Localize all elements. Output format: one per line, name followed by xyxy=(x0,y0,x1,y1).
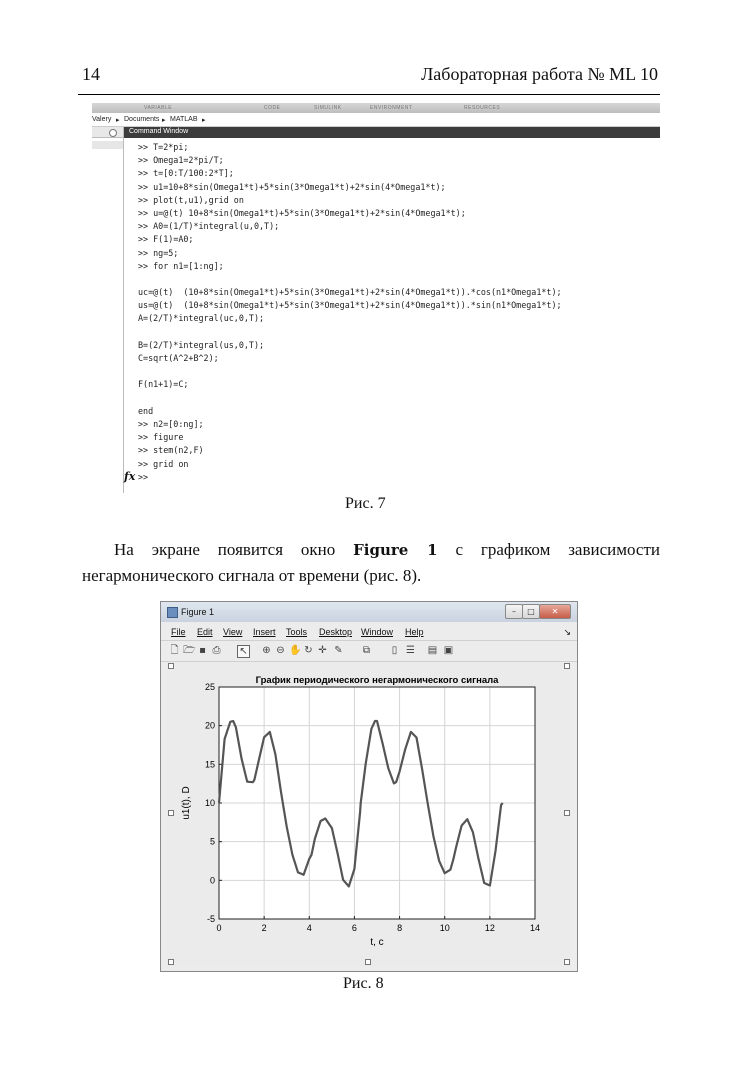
y-tick-label: 15 xyxy=(204,759,215,770)
path-bar[interactable] xyxy=(92,114,660,127)
data-cursor-icon[interactable]: ✛ xyxy=(318,645,327,656)
pointer-icon[interactable]: ↖ xyxy=(237,645,250,658)
y-tick-label: 0 xyxy=(209,875,215,886)
body-text-before: На экране появится окно xyxy=(114,540,354,559)
figure-app-icon xyxy=(167,607,178,618)
header-rule xyxy=(78,94,660,95)
path-separator-icon: ▸ xyxy=(202,117,206,124)
brush-icon[interactable]: ✎ xyxy=(334,645,343,656)
x-tick-label: 0 xyxy=(216,923,222,933)
code-line: >> figure xyxy=(138,432,184,443)
code-line: >> Omega1=2*pi/T; xyxy=(138,155,224,166)
path-separator-icon: ▸ xyxy=(116,117,120,124)
code-line: >> plot(t,u1),grid on xyxy=(138,194,244,205)
x-tick-label: 8 xyxy=(397,923,403,933)
code-line xyxy=(138,392,658,405)
figure-caption-7: Рис. 7 xyxy=(345,495,386,512)
chart-title: График периодического негармонического сигнала xyxy=(255,675,499,686)
ribbon-section-code[interactable]: CODE xyxy=(264,105,281,111)
command-window-title: Command Window xyxy=(124,127,660,138)
code-line: >> u1=10+8*sin(Omega1*t)+5*sin(3*Omega1*t)+2*sin(4*Omega1*t); xyxy=(138,181,446,192)
code-line: >> grid on xyxy=(138,458,189,469)
x-tick-label: 10 xyxy=(439,923,450,933)
axes-panel xyxy=(167,662,571,966)
menu-desktop[interactable]: Desktop xyxy=(319,627,353,637)
hide-tools-icon[interactable]: ▤ xyxy=(427,645,438,656)
left-panel-row xyxy=(92,141,123,149)
menu-file[interactable]: File xyxy=(171,627,186,637)
code-line: >> ng=5; xyxy=(138,247,179,258)
code-line: C=sqrt(A^2+B^2); xyxy=(138,353,219,363)
code-line: >> u=@(t) 10+8*sin(Omega1*t)+5*sin(3*Omega1*t)+2*sin(4*Omega1*t); xyxy=(138,207,466,218)
code-line: >> T=2*pi; xyxy=(138,142,189,152)
code-line: >> stem(n2,F) xyxy=(138,445,204,456)
code-line: >> n2=[0:ng]; xyxy=(138,418,204,429)
code-line: >> F(1)=A0; xyxy=(138,234,194,245)
code-line xyxy=(138,273,658,286)
colorbar-icon[interactable]: ▯ xyxy=(391,645,398,656)
x-tick-label: 2 xyxy=(261,923,267,933)
code-line: us=@(t) (10+8*sin(Omega1*t)+5*sin(3*Omega1*t)+2*sin(4*Omega1*t)).*sin(n1*Omega1*t); xyxy=(138,300,562,311)
y-tick-label: 5 xyxy=(209,836,215,847)
maximize-button[interactable]: □ xyxy=(522,604,540,619)
minimize-button[interactable]: – xyxy=(505,604,523,619)
code-line: uc=@(t) (10+8*sin(Omega1*t)+5*sin(3*Omega1*t)+2*sin(4*Omega1*t)).*cos(n1*Omega1*t); xyxy=(138,287,562,298)
x-tick-label: 14 xyxy=(529,923,541,933)
path-segment-documents[interactable]: Documents xyxy=(124,116,160,123)
y-tick-label: 20 xyxy=(204,720,215,731)
figure-menubar xyxy=(161,624,577,640)
zoom-out-icon[interactable]: ⊖ xyxy=(276,645,285,656)
code-line: A=(2/T)*integral(uc,0,T); xyxy=(138,313,265,324)
code-line: B=(2/T)*integral(us,0,T); xyxy=(138,339,265,350)
menu-view[interactable]: View xyxy=(223,627,243,637)
code-line: >> A0=(1/T)*integral(u,0,T); xyxy=(138,221,280,232)
legend-icon[interactable]: ☰ xyxy=(406,645,415,656)
panel-options-icon[interactable] xyxy=(109,129,117,137)
menu-tools[interactable]: Tools xyxy=(286,627,308,637)
ribbon-section-resources[interactable]: RESOURCES xyxy=(464,105,501,111)
x-tick-label: 12 xyxy=(484,923,495,933)
code-line xyxy=(138,365,658,378)
y-tick-label: 25 xyxy=(204,682,215,692)
running-title: Лабораторная работа № ML 10 xyxy=(421,64,658,84)
y-axis-label: u1(t), D xyxy=(181,786,192,820)
open-folder-icon[interactable]: 🗁 xyxy=(183,645,196,656)
print-icon[interactable]: ⎙ xyxy=(212,645,221,656)
code-line: end xyxy=(138,405,154,416)
menu-window[interactable]: Window xyxy=(361,627,394,637)
ribbon-strip xyxy=(92,103,660,113)
figure-toolbar xyxy=(161,640,577,662)
figure-window xyxy=(160,601,578,972)
path-segment-matlab[interactable]: MATLAB xyxy=(170,116,198,123)
y-tick-label: 10 xyxy=(204,798,215,808)
code-line: F(n1+1)=C; xyxy=(138,379,189,390)
command-window-code[interactable] xyxy=(138,141,658,484)
signal-plot[interactable] xyxy=(167,662,571,966)
left-panel xyxy=(92,127,124,493)
code-line: >> t=[0:T/100:2*T]; xyxy=(138,168,234,179)
ribbon-section-simulink[interactable]: SIMULINK xyxy=(314,105,342,111)
y-tick-label: -5 xyxy=(206,914,215,924)
code-line: >> xyxy=(138,471,149,482)
ribbon-section-environment[interactable]: ENVIRONMENT xyxy=(370,105,413,111)
figure-titlebar[interactable] xyxy=(161,602,577,622)
new-file-icon[interactable]: 🗋 xyxy=(170,645,179,656)
fx-icon[interactable]: fx xyxy=(124,470,136,483)
menu-insert[interactable]: Insert xyxy=(253,627,276,637)
body-text-bold: Figure 1 xyxy=(353,541,438,559)
ribbon-section-variable[interactable]: VARIABLE xyxy=(144,105,173,111)
body-paragraph xyxy=(82,537,660,588)
figure-caption-8: Рис. 8 xyxy=(343,975,384,992)
zoom-in-icon[interactable]: ⊕ xyxy=(262,645,271,656)
path-segment-valery[interactable]: Valery xyxy=(92,116,112,123)
pan-icon[interactable]: ✋ xyxy=(289,645,302,656)
left-panel-header xyxy=(92,127,123,138)
matlab-screenshot xyxy=(92,103,660,493)
menu-help[interactable]: Help xyxy=(405,627,424,637)
code-line: >> for n1=[1:ng]; xyxy=(138,260,224,271)
body-text-after: с графиком зависимости негармонического сигнала от времени (рис. 8). xyxy=(82,540,660,585)
close-button[interactable]: ✕ xyxy=(539,604,571,619)
rotate-icon[interactable]: ↻ xyxy=(304,645,313,656)
menubar-dock-icon[interactable]: ↘ xyxy=(563,627,571,637)
page-number: 14 xyxy=(82,64,100,84)
x-tick-label: 6 xyxy=(351,923,357,933)
path-separator-icon: ▸ xyxy=(162,117,166,124)
link-icon[interactable]: ⧉ xyxy=(362,645,371,656)
menu-edit[interactable]: Edit xyxy=(197,627,213,637)
x-axis-label: t, c xyxy=(370,937,384,948)
show-tools-icon[interactable]: ▣ xyxy=(443,645,454,656)
code-line xyxy=(138,326,658,339)
figure-title: Figure 1 xyxy=(181,607,215,617)
x-tick-label: 4 xyxy=(306,923,312,933)
save-icon[interactable]: ▪ xyxy=(199,645,206,656)
